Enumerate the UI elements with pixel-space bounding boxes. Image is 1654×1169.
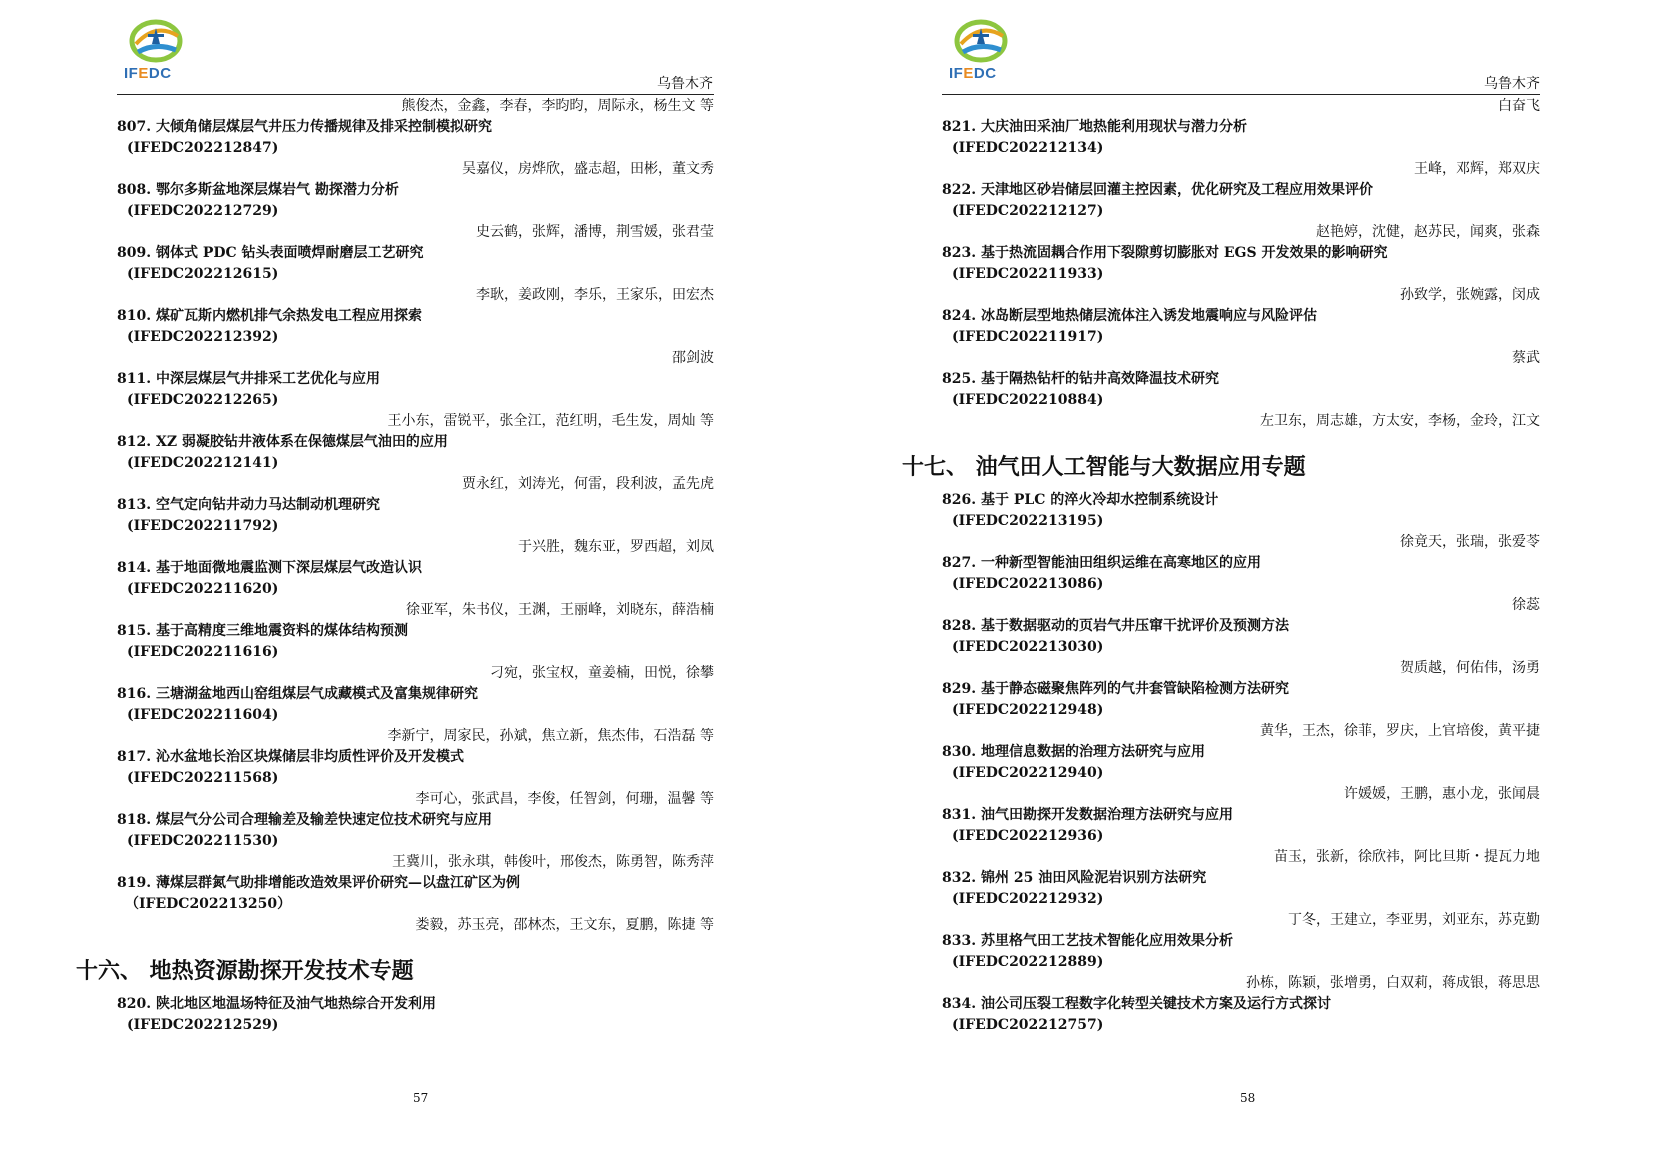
logo-wordmark: IFEDC	[949, 65, 997, 82]
paper-title: 832. 锦州 25 油田风险泥岩识别方法研究	[942, 870, 1207, 886]
paper-code: (IFEDC202211568)	[127, 770, 279, 786]
paper-title: 814. 基于地面微地震监测下深层煤层气改造认识	[117, 560, 422, 576]
paper-code: (IFEDC202212729)	[127, 203, 279, 219]
list-item	[117, 495, 714, 558]
paper-authors: 孙栋，陈颖，张增勇，白双莉，蒋成银，蒋思思	[1246, 975, 1540, 991]
paper-code: (IFEDC202211604)	[127, 707, 279, 723]
list-item	[117, 432, 714, 495]
list-item	[942, 306, 1540, 369]
paper-code: (IFEDC202212940)	[952, 765, 1104, 781]
paper-title: 829. 基于静态磁聚焦阵列的气井套管缺陷检测方法研究	[942, 681, 1289, 697]
lead-authors: 白奋飞	[1498, 98, 1540, 114]
paper-code: (IFEDC202212615)	[127, 266, 279, 282]
logo-wordmark: IFEDC	[124, 65, 172, 82]
paper-code: (IFEDC202212757)	[952, 1017, 1104, 1033]
header-rule	[942, 94, 1540, 95]
paper-authors: 吴嘉仪，房烨欣，盛志超，田彬，董文秀	[462, 161, 714, 177]
paper-title: 822. 天津地区砂岩储层回灌主控因素，优化研究及工程应用效果评价	[942, 182, 1373, 198]
page-content	[902, 96, 1540, 1036]
paper-code: (IFEDC202212134)	[952, 140, 1104, 156]
paper-code: (IFEDC202212127)	[952, 203, 1104, 219]
paper-authors: 孙致学，张婉露，闵成	[1400, 287, 1540, 303]
header-city: 乌鲁木齐	[1484, 76, 1540, 92]
globe-emblem-icon	[951, 14, 1011, 64]
paper-code: (IFEDC202213086)	[952, 576, 1104, 592]
list-item	[117, 369, 714, 432]
paper-authors: 许媛媛，王鹏，惠小龙，张闻晨	[1344, 786, 1540, 802]
paper-title: 807. 大倾角储层煤层气井压力传播规律及排采控制模拟研究	[117, 119, 492, 135]
list-item	[942, 553, 1540, 616]
paper-title: 813. 空气定向钻井动力马达制动机理研究	[117, 497, 380, 513]
list-item	[117, 621, 714, 684]
paper-code: (IFEDC202212265)	[127, 392, 279, 408]
section-heading: 十七、 油气田人工智能与大数据应用专题	[902, 454, 1306, 480]
paper-code: (IFEDC202212141)	[127, 455, 279, 471]
paper-title: 812. XZ 弱凝胶钻井液体系在保德煤层气油田的应用	[117, 434, 448, 450]
paper-title: 830. 地理信息数据的治理方法研究与应用	[942, 744, 1205, 760]
paper-title: 809. 钢体式 PDC 钻头表面喷焊耐磨层工艺研究	[117, 245, 424, 261]
list-item	[942, 369, 1540, 432]
paper-title: 820. 陕北地区地温场特征及油气地热综合开发利用	[117, 996, 436, 1012]
paper-title: 816. 三塘湖盆地西山窑组煤层气成藏模式及富集规律研究	[117, 686, 478, 702]
list-item	[117, 243, 714, 306]
page-right	[827, 0, 1654, 1169]
list-item	[942, 868, 1540, 931]
list-item	[117, 994, 714, 1036]
paper-authors: 赵艳婷，沈健，赵苏民，闻爽，张森	[1316, 224, 1540, 240]
page-content	[76, 96, 714, 1036]
list-item	[942, 805, 1540, 868]
paper-title: 821. 大庆油田采油厂地热能利用现状与潜力分析	[942, 119, 1247, 135]
paper-title: 833. 苏里格气田工艺技术智能化应用效果分析	[942, 933, 1233, 949]
header-city: 乌鲁木齐	[657, 76, 713, 92]
paper-authors: 王峰，邓辉，郑双庆	[1414, 161, 1540, 177]
paper-title: 826. 基于 PLC 的淬火冷却水控制系统设计	[942, 492, 1219, 508]
list-item	[117, 873, 714, 936]
paper-authors: 王小东，雷锐平，张全江，范红明，毛生发，周灿 等	[387, 413, 714, 429]
paper-authors: 蔡武	[1512, 350, 1540, 366]
paper-title: 811. 中深层煤层气井排采工艺优化与应用	[117, 371, 380, 387]
paper-code: (IFEDC202213030)	[952, 639, 1104, 655]
list-item	[942, 931, 1540, 994]
list-item	[117, 180, 714, 243]
paper-authors: 李可心，张武昌，李俊，任智剑，何珊，温馨 等	[415, 791, 714, 807]
paper-authors: 史云鹤，张辉，潘博，荆雪媛，张君莹	[476, 224, 714, 240]
paper-title: 834. 油公司压裂工程数字化转型关键技术方案及运行方式探讨	[942, 996, 1331, 1012]
paper-title: 825. 基于隔热钻杆的钻井高效降温技术研究	[942, 371, 1219, 387]
globe-emblem-icon	[126, 14, 186, 64]
paper-code: (IFEDC202211620)	[127, 581, 279, 597]
paper-code: (IFEDC202212847)	[127, 140, 279, 156]
paper-code: (IFEDC202212529)	[127, 1017, 279, 1033]
paper-title: 824. 冰岛断层型地热储层流体注入诱发地震响应与风险评估	[942, 308, 1317, 324]
paper-authors: 徐竟天，张瑞，张爱苓	[1400, 534, 1540, 550]
paper-code: (IFEDC202212392)	[127, 329, 279, 345]
paper-authors: 贾永红，刘涛光，何雷，段利波，孟先虎	[462, 476, 714, 492]
paper-authors: 娄毅，苏玉亮，邵林杰，王文东，夏鹏，陈捷 等	[415, 917, 714, 933]
list-item	[942, 490, 1540, 553]
paper-title: 827. 一种新型智能油田组织运维在高寒地区的应用	[942, 555, 1261, 571]
paper-title: 817. 沁水盆地长治区块煤储层非均质性评价及开发模式	[117, 749, 464, 765]
paper-title: 815. 基于高精度三维地震资料的煤体结构预测	[117, 623, 408, 639]
paper-title: 810. 煤矿瓦斯内燃机排气余热发电工程应用探索	[117, 308, 422, 324]
page-number: 57	[413, 1091, 429, 1105]
paper-code: （IFEDC202213250）	[125, 896, 292, 912]
list-item	[117, 810, 714, 873]
paper-code: (IFEDC202210884)	[952, 392, 1104, 408]
paper-title: 819. 薄煤层群氮气助排增能改造效果评价研究—以盘江矿区为例	[117, 875, 520, 891]
paper-code: (IFEDC202212936)	[952, 828, 1104, 844]
paper-authors: 苗玉，张新，徐欣祎，阿比旦斯・提瓦力地	[1274, 849, 1540, 865]
paper-code: (IFEDC202211616)	[127, 644, 279, 660]
paper-authors: 徐亚军，朱书仪，王渊，王丽峰，刘晓东，薛浩楠	[406, 602, 714, 618]
list-item	[117, 747, 714, 810]
paper-authors: 邵剑波	[672, 350, 714, 366]
list-item	[942, 742, 1540, 805]
ifedc-logo	[118, 14, 194, 84]
list-item	[942, 180, 1540, 243]
paper-authors: 丁冬，王建立，李亚男，刘亚东，苏克勤	[1288, 912, 1540, 928]
header-rule	[117, 94, 714, 95]
list-item	[942, 117, 1540, 180]
list-item	[117, 558, 714, 621]
ifedc-logo	[943, 14, 1019, 84]
paper-authors: 黄华，王杰，徐菲，罗庆，上官培俊，黄平捷	[1260, 723, 1540, 739]
paper-authors: 贺质越，何佑伟，汤勇	[1400, 660, 1540, 676]
list-item	[117, 684, 714, 747]
paper-title: 828. 基于数据驱动的页岩气井压窜干扰评价及预测方法	[942, 618, 1289, 634]
paper-code: (IFEDC202212948)	[952, 702, 1104, 718]
paper-code: (IFEDC202212889)	[952, 954, 1104, 970]
list-item	[117, 306, 714, 369]
paper-authors: 李耿，姜政刚，李乐，王家乐，田宏杰	[476, 287, 714, 303]
paper-authors: 左卫东，周志雄，方太安，李杨，金玲，江文	[1260, 413, 1540, 429]
page-number: 58	[1240, 1091, 1256, 1105]
paper-authors: 徐蕊	[1512, 597, 1540, 613]
paper-code: (IFEDC202212932)	[952, 891, 1104, 907]
paper-title: 808. 鄂尔多斯盆地深层煤岩气 勘探潜力分析	[117, 182, 399, 198]
paper-code: (IFEDC202211933)	[952, 266, 1104, 282]
paper-title: 831. 油气田勘探开发数据治理方法研究与应用	[942, 807, 1233, 823]
lead-authors: 熊俊杰，金鑫，李春，李昀昀，周际永，杨生文 等	[401, 98, 714, 114]
paper-code: (IFEDC202211530)	[127, 833, 279, 849]
list-item	[117, 117, 714, 180]
paper-authors: 王冀川，张永琪，韩俊叶，邢俊杰，陈勇智，陈秀萍	[392, 854, 714, 870]
paper-authors: 李新宁，周家民，孙斌，焦立新，焦杰伟，石浩磊 等	[387, 728, 714, 744]
list-item	[942, 243, 1540, 306]
list-item	[942, 616, 1540, 679]
paper-code: (IFEDC202211917)	[952, 329, 1104, 345]
paper-title: 818. 煤层气分公司合理输差及输差快速定位技术研究与应用	[117, 812, 492, 828]
paper-code: (IFEDC202213195)	[952, 513, 1104, 529]
list-item	[942, 994, 1540, 1036]
paper-title: 823. 基于热流固耦合作用下裂隙剪切膨胀对 EGS 开发效果的影响研究	[942, 245, 1388, 261]
list-item	[942, 679, 1540, 742]
paper-authors: 于兴胜，魏东亚，罗西超，刘凤	[518, 539, 714, 555]
section-heading: 十六、 地热资源勘探开发技术专题	[76, 958, 414, 984]
paper-authors: 刁宛，张宝权，童姜楠，田悦，徐攀	[490, 665, 714, 681]
paper-code: (IFEDC202211792)	[127, 518, 279, 534]
